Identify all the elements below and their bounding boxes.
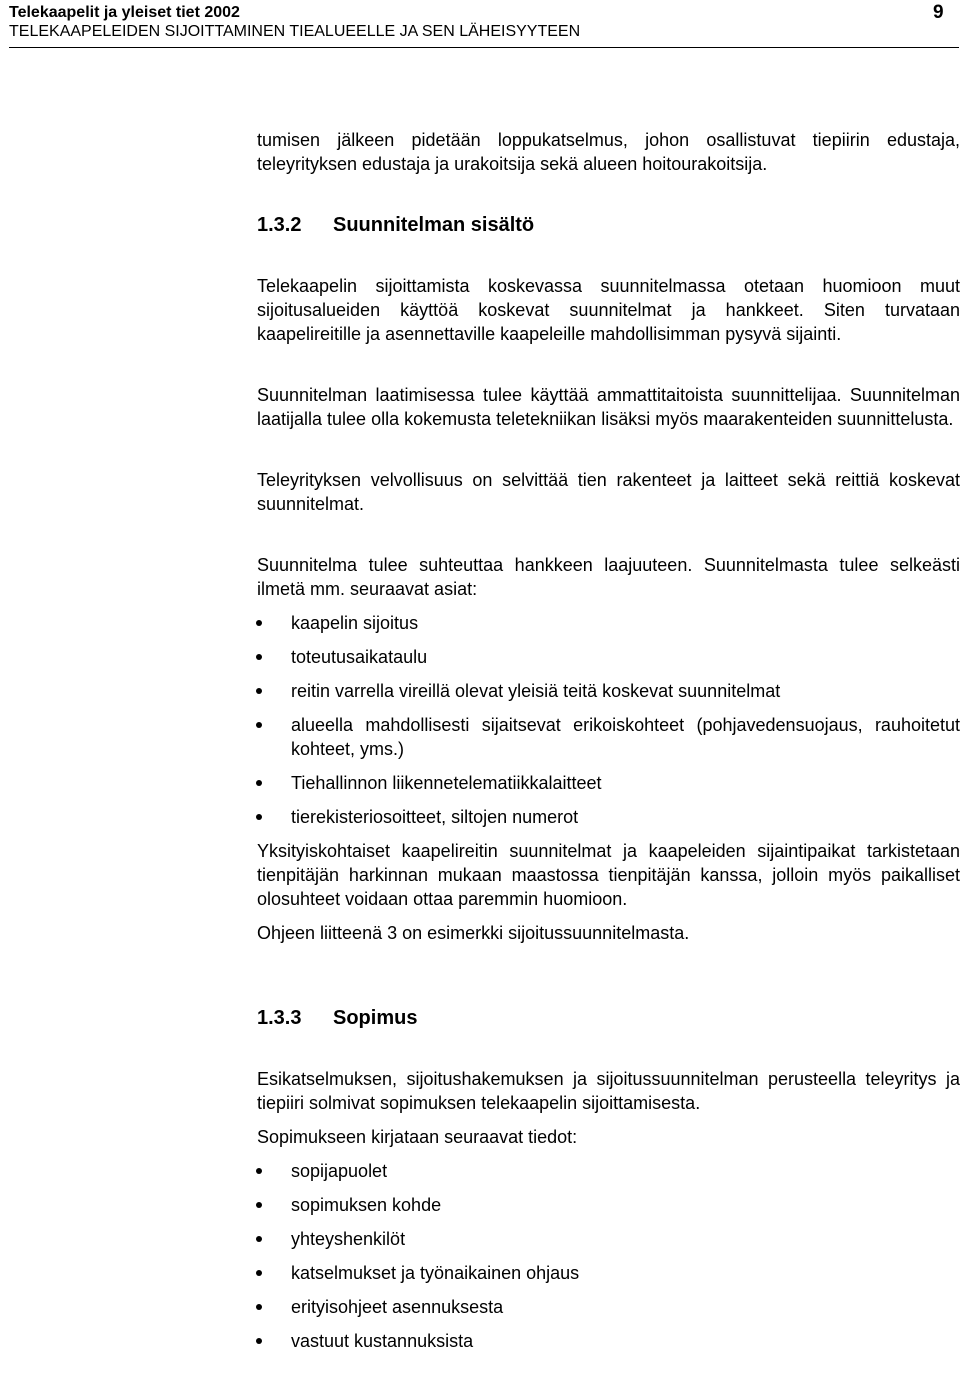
document-body — [257, 128, 960, 1363]
page-header — [0, 0, 960, 48]
paragraph: Esikatselmuksen, sijoitushakemuksen ja sijoitussuunnitelman perusteella teleyritys ja tiepiiri solmivat sopimuksen telekaapelin sijoittamisesta. — [257, 1069, 960, 1113]
paragraph: Suunnitelman laatimisessa tulee käyttää ammattitaitoista suunnittelijaa. Suunnitelman laatijalla tulee olla kokemusta teletekniikan lisäksi myös maarakenteiden suunnittelusta. — [257, 385, 960, 429]
section-heading-132 — [257, 213, 960, 237]
paragraph: Ohjeen liitteenä 3 on esimerkki sijoitussuunnitelmasta. — [257, 923, 690, 943]
bullet-list-contract-contents — [257, 1159, 960, 1353]
list-item: toteutusaikataulu — [257, 645, 960, 669]
list-item: sopijapuolet — [257, 1159, 960, 1183]
paragraph: Telekaapelin sijoittamista koskevassa suunnitelmassa otetaan huomioon muut sijoitusalueiden käyttöä koskevat suunnitelmat ja hankkeet. Siten turvataan kaapelireitille ja asennettaville kaapeleille mahdollisimman pysyvä sijainti. — [257, 276, 960, 344]
list-intro: Sopimukseen kirjataan seuraavat tiedot: — [257, 1127, 578, 1147]
header-title: Telekaapelit ja yleiset tiet 2002 — [9, 4, 240, 21]
list-item: erityisohjeet asennuksesta — [257, 1295, 960, 1319]
list-item: sopimuksen kohde — [257, 1193, 960, 1217]
list-item: katselmukset ja työnaikainen ohjaus — [257, 1261, 960, 1285]
list-item: vastuut kustannuksista — [257, 1329, 960, 1353]
list-item: yhteyshenkilöt — [257, 1227, 960, 1251]
list-item: reitin varrella vireillä olevat yleisiä teitä koskevat suunnitelmat — [257, 679, 960, 703]
list-item: Tiehallinnon liikennetelematiikkalaitteet — [257, 771, 960, 795]
section-heading-133 — [257, 1006, 960, 1030]
list-item: kaapelin sijoitus — [257, 611, 960, 635]
list-intro: Suunnitelma tulee suhteuttaa hankkeen laajuuteen. Suunnitelmasta tulee selkeästi ilmetä mm. seuraavat asiat: — [257, 555, 960, 599]
page-number: 9 — [933, 2, 944, 23]
header-divider — [9, 47, 959, 48]
bullet-list-plan-contents — [257, 611, 960, 829]
paragraph: Teleyrityksen velvollisuus on selvittää tien rakenteet ja laitteet sekä reittiä koskevat suunnitelmat. — [257, 470, 960, 514]
list-item: alueella mahdollisesti sijaitsevat erikoiskohteet (pohjavedensuojaus, rauhoitetut kohteet, yms.) — [257, 713, 960, 761]
section-number: 1.3.3 — [257, 1007, 302, 1029]
section-title: Suunnitelman sisältö — [333, 214, 535, 236]
intro-paragraph: tumisen jälkeen pidetään loppukatselmus, johon osallistuvat tiepiirin edustaja, teleyrityksen edustaja ja urakoitsija sekä alueen hoitourakoitsija. — [257, 130, 960, 174]
section-title: Sopimus — [333, 1007, 418, 1029]
header-subtitle: TELEKAAPELEIDEN SIJOITTAMINEN TIEALUEELLE JA SEN LÄHEISYYTEEN — [9, 23, 581, 40]
paragraph: Yksityiskohtaiset kaapelireitin suunnitelmat ja kaapeleiden sijaintipaikat tarkistetaan tienpitäjän harkinnan mukaan maastossa tienpitäjän kanssa, jolloin myös paikalliset olosuhteet voidaan ottaa paremmin huomioon. — [257, 841, 960, 909]
section-number: 1.3.2 — [257, 214, 302, 236]
list-item: tierekisteriosoitteet, siltojen numerot — [257, 805, 960, 829]
